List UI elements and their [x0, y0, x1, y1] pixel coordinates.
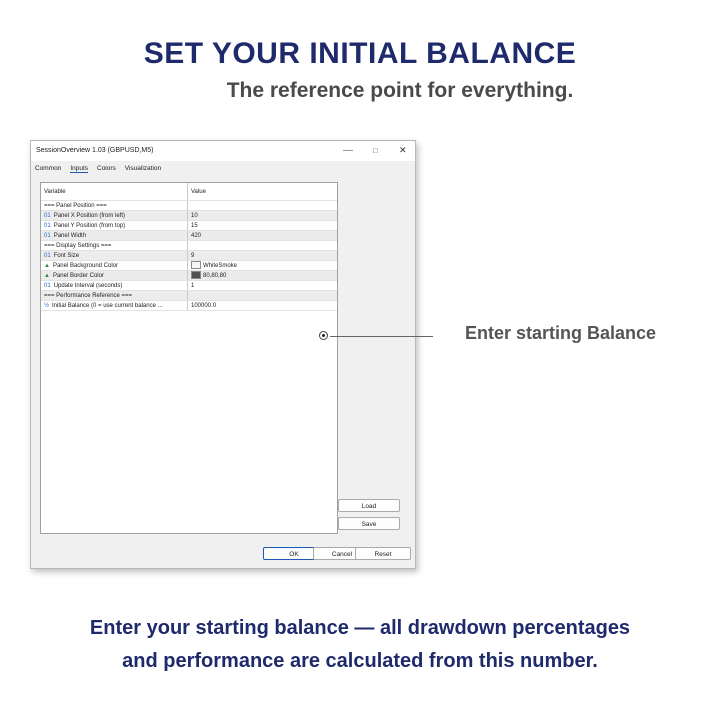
tab-inputs[interactable]: Inputs — [70, 165, 89, 172]
integer-param-icon: 01 — [44, 213, 51, 219]
callout-label: Enter starting Balance — [465, 323, 657, 343]
table-row[interactable] — [41, 301, 337, 311]
table-row[interactable] — [41, 251, 337, 261]
table-row[interactable] — [41, 211, 337, 221]
footer-line-1: Enter your starting balance — all drawdown percentages — [89, 617, 631, 639]
integer-param-icon: 01 — [44, 283, 51, 289]
footer-caption — [20, 612, 700, 678]
value-text: 10 — [191, 213, 198, 219]
value-text: 80,80,80 — [203, 273, 227, 279]
minimize-icon[interactable]: — — [343, 145, 353, 156]
tab-visualization[interactable]: Visualization — [124, 165, 162, 172]
variable-name: === Panel Position === — [44, 203, 107, 209]
column-header-variable: Variable — [41, 183, 188, 201]
variable-name: Panel Background Color — [52, 263, 118, 269]
color-param-icon: ▲ — [44, 273, 50, 279]
ok-button[interactable]: OK — [263, 547, 325, 560]
value-text: 420 — [191, 233, 202, 239]
value-text: 1 — [191, 283, 195, 289]
variable-name: === Display Settings === — [44, 243, 112, 249]
table-header — [41, 183, 337, 201]
column-header-value: Value — [191, 189, 206, 195]
value-text: 15 — [191, 223, 198, 229]
integer-param-icon: 01 — [44, 223, 51, 229]
table-row[interactable] — [41, 241, 337, 251]
headline: SET YOUR INITIAL BALANCE — [143, 37, 577, 70]
maximize-icon[interactable]: □ — [373, 146, 378, 155]
footer-line-2: and performance are calculated from this number. — [122, 650, 598, 672]
reset-button[interactable]: Reset — [355, 547, 411, 560]
color-swatch — [191, 261, 201, 269]
table-row[interactable] — [41, 231, 337, 241]
tab-common[interactable]: Common — [35, 165, 62, 172]
variable-name: Panel Border Color — [52, 273, 104, 279]
close-icon[interactable]: ✕ — [399, 145, 407, 155]
integer-param-icon: 01 — [44, 233, 51, 239]
inputs-dialog — [30, 140, 416, 569]
color-swatch — [191, 271, 201, 279]
table-row[interactable] — [41, 261, 337, 271]
dialog-title: SessionOverview 1.03 (GBPUSD,M5) — [36, 147, 154, 154]
double-param-icon: ½ — [44, 303, 50, 309]
tab-bar — [35, 165, 168, 177]
cancel-button[interactable]: Cancel — [313, 547, 371, 560]
subheadline: The reference point for everything. — [226, 79, 574, 102]
value-text: 9 — [191, 253, 195, 259]
variable-name: Update Interval (seconds) — [53, 283, 123, 289]
table-row[interactable] — [41, 281, 337, 291]
variable-name: Font Size — [53, 253, 80, 259]
save-button[interactable]: Save — [338, 517, 400, 530]
title-bar[interactable] — [31, 141, 415, 161]
table-row[interactable] — [41, 271, 337, 281]
variable-name: Panel Width — [53, 233, 87, 239]
variable-name: === Performance Reference === — [44, 293, 133, 299]
color-param-icon: ▲ — [44, 263, 50, 269]
value-text: 100000.0 — [191, 303, 217, 309]
value-text: WhiteSmoke — [203, 263, 238, 269]
variable-name: Panel Y Position (from top) — [53, 223, 126, 229]
variable-name: Initial Balance (0 = use current balance ... — [52, 303, 163, 309]
table-row[interactable] — [41, 221, 337, 231]
integer-param-icon: 01 — [44, 253, 51, 259]
callout-line — [330, 336, 433, 337]
table-row[interactable] — [41, 201, 337, 211]
tab-colors[interactable]: Colors — [97, 165, 116, 172]
load-button[interactable]: Load — [338, 499, 400, 512]
callout-marker-icon — [319, 331, 328, 340]
variable-name: Panel X Position (from left) — [53, 213, 126, 219]
table-row[interactable] — [41, 291, 337, 301]
inputs-table — [40, 182, 338, 534]
